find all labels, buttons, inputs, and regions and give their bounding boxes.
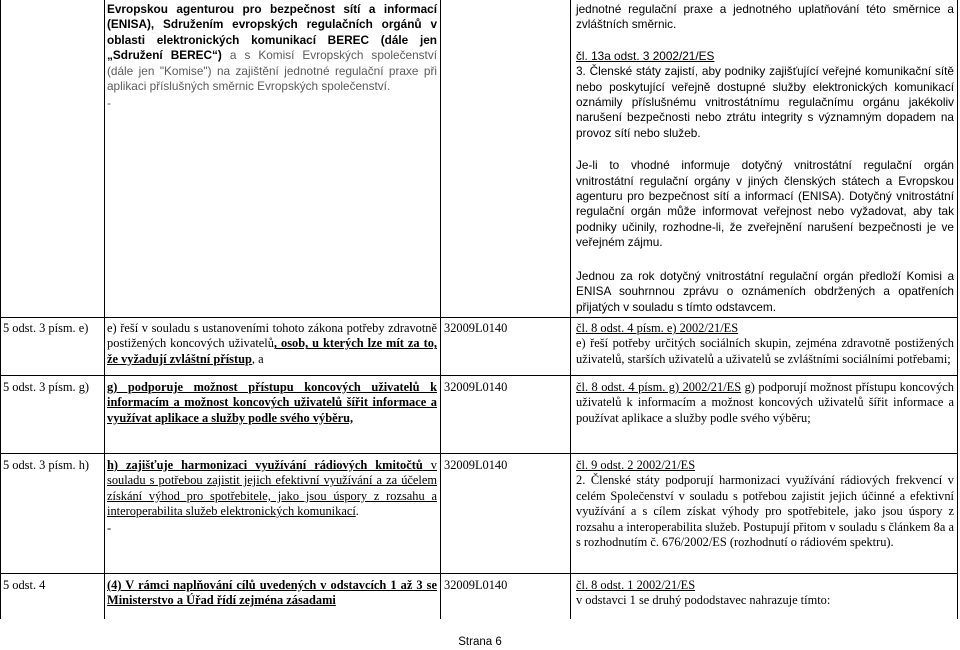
row0-col2-text bbox=[107, 2, 437, 112]
row1-col2-a: e) řeší v souladu s ustanoveními tohoto zákona potřeby zdravotně postižených koncových uživatelů bbox=[107, 321, 437, 351]
row-divider-4 bbox=[0, 573, 958, 574]
column-divider-1 bbox=[104, 0, 105, 619]
row0-col4-p1: jednotné regulační praxe a jednotného uplatňování této směrnice a zvláštních směrnic. bbox=[576, 2, 954, 32]
row4-col3: 32009L0140 bbox=[444, 578, 508, 592]
row3-col4-ref: čl. 9 odst. 2 2002/21/ES bbox=[576, 458, 696, 472]
row3-col2-b: v souladu s potřebou zajistit jejich efektivní využívání a za účelem získání výhod pro spotřebitele, jako jsou úspory z rozsahu a interoperabilita služeb elektronických komunikací bbox=[107, 458, 437, 519]
row1-col4-text: e) řeší potřeby určitých sociálních skupin, zejména zdravotně postižených uživatelů, starších uživatelů a uživatelů se zvláštními sociálními potřebami; bbox=[576, 336, 954, 366]
row-divider-2 bbox=[0, 375, 958, 376]
row-divider-1 bbox=[0, 317, 958, 318]
table-border-left bbox=[0, 0, 1, 619]
row0-col2-dash: - bbox=[107, 96, 111, 111]
row3-col4-text: 2. Členské státy podporují harmonizaci využívání rádiových frekvencí v celém Společenství v souladu s potřebou zajistit jejich účinné a efektivní využívání a s cílem získat výhody pro spotřebitele, jako jsou úspory z rozsahu a interoperabilita služeb. Postupují přitom v souladu s článkem 8a a s rozhodnutím č. 676/2002/ES (rozhodnutí o rádiovém spektru). bbox=[576, 473, 954, 550]
row4-col1: 5 odst. 4 bbox=[3, 578, 46, 592]
row3-col2-dash: - bbox=[107, 520, 112, 535]
row4-col2: (4) V rámci naplňování cílů uvedených v odstavcích 1 až 3 se Ministerstvo a Úřad řídí zejména zásadami bbox=[107, 578, 437, 608]
row4-col4-text: v odstavci 1 se druhý pododstavec nahrazuje tímto: bbox=[576, 593, 831, 608]
row4-col4-ref: čl. 8 odst. 1 2002/21/ES bbox=[576, 578, 696, 592]
page-number: Strana 6 bbox=[458, 636, 502, 648]
row0-col4-text bbox=[576, 2, 954, 315]
row0-col2-bold: Evropskou agenturou pro bezpečnost sítí a informací (ENISA), Sdružením evropských regulačních orgánů v oblasti elektronických komunikací BEREC (dále jen „Sdružení BEREC“) bbox=[107, 2, 437, 63]
row0-col2-normal: a s Komisí Evropských společenství (dále jen "Komise") na zajištění jednotné regulační praxe při aplikaci příslušných směrnic Evropských společenství. bbox=[107, 48, 437, 94]
row4-col4 bbox=[576, 578, 954, 609]
row0-col4-p4: Jednou za rok dotyčný vnitrostátní regulační orgán předloží Komisi a ENISA souhrnnou zprávu o oznámeních obdržených a opatřeních přijatých v souladu s tímto odstavcem. bbox=[576, 268, 954, 314]
row1-col2 bbox=[107, 321, 437, 367]
row3-col1: 5 odst. 3 písm. h) bbox=[3, 458, 90, 472]
row0-col4-p3: Je-li to vhodné informuje dotyčný vnitrostátní regulační orgán vnitrostátní regulační orgány v jiných členských státech a Evropskou agenturu pro bezpečnost sítí a informací (ENISA). Dotyčný vnitrostátní regulační orgán může informovat veřejnost nebo vyžadovat, aby tak podniky učinily, rozhodne-li, že zveřejnění narušení bezpečnosti je ve veřejném zájmu. bbox=[576, 158, 954, 250]
column-divider-3 bbox=[570, 0, 571, 619]
row-divider-3 bbox=[0, 453, 958, 454]
row1-col4-ref: čl. 8 odst. 4 písm. e) 2002/21/ES bbox=[576, 321, 739, 335]
row1-col1: 5 odst. 3 písm. e) bbox=[3, 321, 89, 335]
row2-col3: 32009L0140 bbox=[444, 380, 508, 394]
row3-col4 bbox=[576, 458, 954, 550]
row1-col3: 32009L0140 bbox=[444, 321, 508, 335]
row2-col2: g) podporuje možnost přístupu koncových uživatelů k informacím a možnost koncových uživatelů šířit informace a využívat aplikace a služby podle svého výběru, bbox=[107, 380, 437, 425]
row0-col4-ref: čl. 13a odst. 3 2002/21/ES bbox=[576, 48, 715, 63]
row1-col2-c: , a bbox=[251, 351, 264, 366]
row2-col4 bbox=[576, 380, 954, 426]
row3-col2-a: h) zajišťuje harmonizaci využívání rádiových kmitočtů bbox=[107, 458, 423, 472]
row3-col2 bbox=[107, 458, 437, 536]
row2-col4-ref: čl. 8 odst. 4 písm. g) 2002/21/ES bbox=[576, 380, 742, 394]
row3-col3: 32009L0140 bbox=[444, 458, 508, 472]
row0-col4-p2: 3. Členské státy zajistí, aby podniky zajišťující veřejné komunikační sítě nebo poskytující veřejně dostupné služby elektronických komunikací oznámily příslušnému vnitrostátnímu regulačnímu orgánu jakékoliv narušení bezpečnosti nebo ztrátu integrity s významným dopadem na provoz sítí nebo služeb. bbox=[576, 64, 954, 140]
row1-col2-b: , osob, u kterých lze mít za to, že vyžadují zvláštní přístup bbox=[107, 336, 438, 366]
column-divider-2 bbox=[440, 0, 441, 619]
row2-col4-text: g) podporují možnost přístupu koncových uživatelů k informacím a možnost koncových uživatelů šířit informace a používat aplikace a služby podle svého výběru; bbox=[576, 380, 954, 425]
table-border-right bbox=[957, 0, 958, 619]
row2-col1: 5 odst. 3 písm. g) bbox=[3, 380, 90, 394]
row1-col4 bbox=[576, 321, 954, 367]
row3-col2-c: . bbox=[355, 504, 359, 519]
